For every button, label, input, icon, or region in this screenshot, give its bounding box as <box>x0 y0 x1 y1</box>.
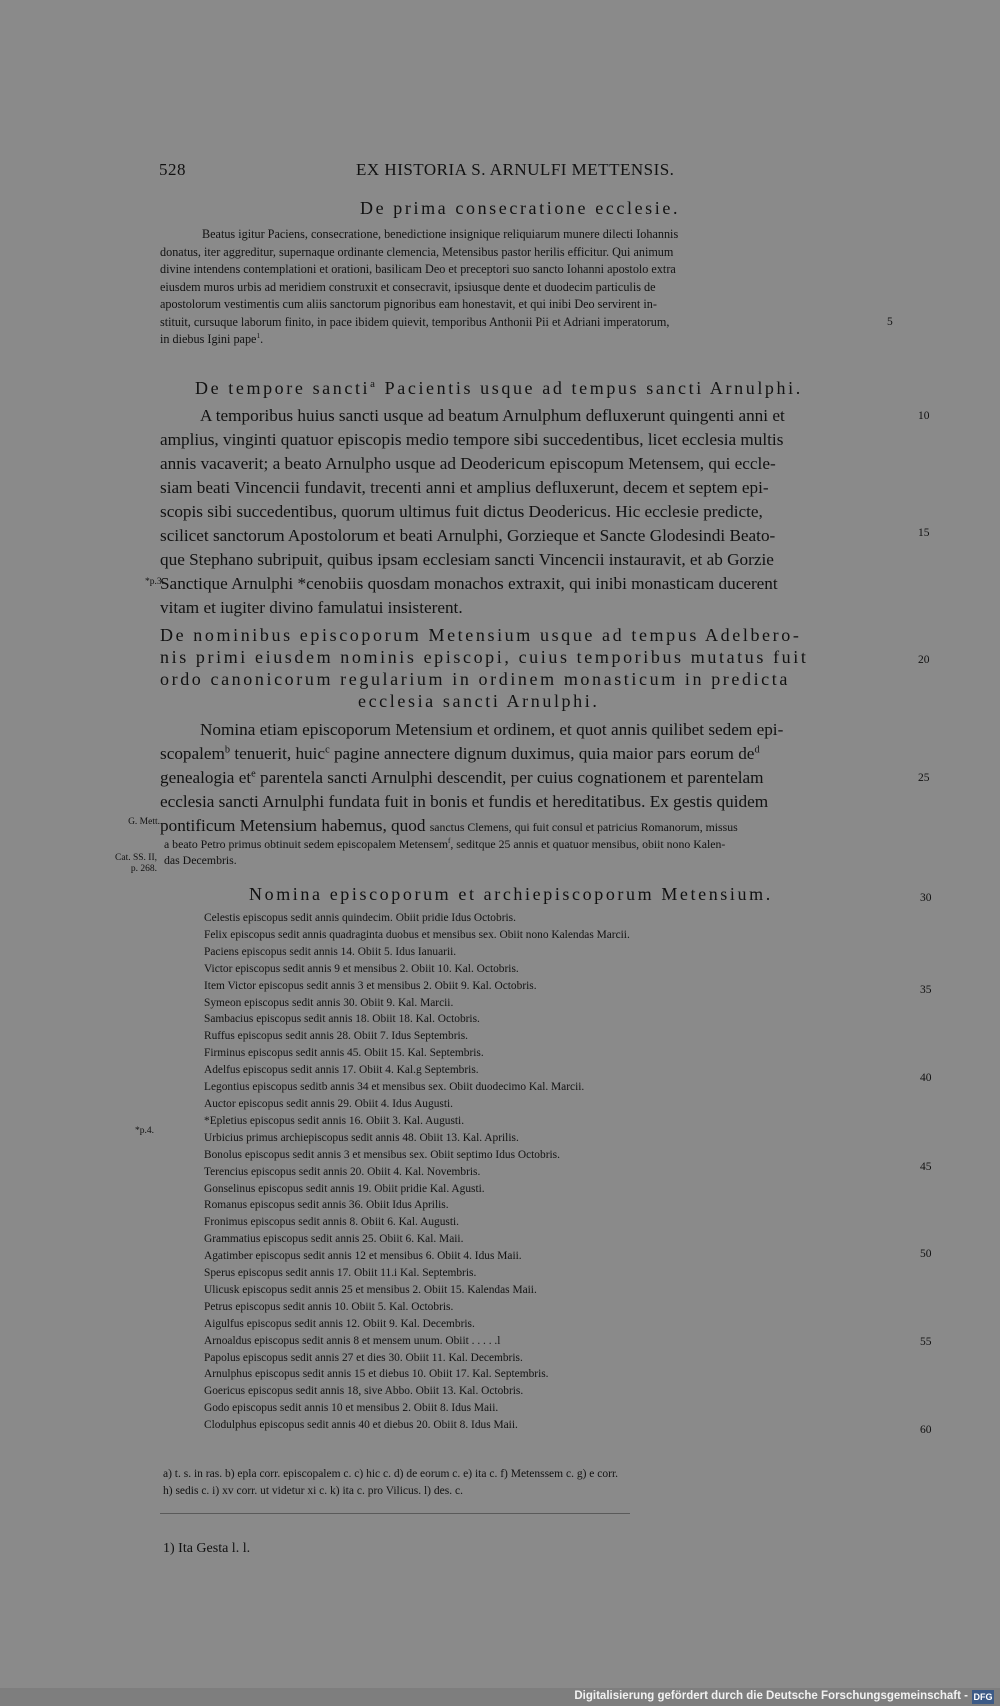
text-line-content: in diebus Igini pape <box>160 332 257 346</box>
list-item: Arnulphus episcopus sedit annis 15 et diebus 10. Obiit 17. Kal. Septembris. <box>204 1368 549 1381</box>
list-item: Legontius episcopus seditb annis 34 et mensibus sex. Obiit duodecimo Kal. Marcii. <box>204 1081 585 1094</box>
list-item: Victor episcopus sedit annis 9 et mensibus 2. Obiit 10. Kal. Octobris. <box>204 962 519 975</box>
list-item: Symeon episcopus sedit annis 30. Obiit 9. Kal. Marcii. <box>204 996 454 1009</box>
text-line: Sanctique Arnulphi *cenobiis quosdam monachos extraxit, qui inibi monasticam ducerent <box>160 574 778 593</box>
line-number: 5 <box>887 316 893 328</box>
text-line: apostolorum vestimentis cum aliis sanctorum pignoribus eam honestavit, et qui inibi Deo servirent in- <box>160 297 657 311</box>
list-item: Petrus episcopus sedit annis 10. Obiit 5. Kal. Octobris. <box>204 1300 454 1313</box>
title-line: nis primi eiusdem nominis episcopi, cuius temporibus mutatus fuit <box>160 647 809 667</box>
text-line <box>160 814 783 838</box>
section-title-nominibus <box>160 624 808 712</box>
list-item: Romanus episcopus sedit annis 36. Obiit Idus Aprilis. <box>204 1199 449 1212</box>
list-item: Terencius episcopus sedit annis 20. Obiit 4. Kal. Novembris. <box>204 1165 481 1178</box>
list-item: Auctor episcopus sedit annis 29. Obiit 4. Idus Augusti. <box>204 1097 453 1110</box>
footnote-mark: f <box>448 837 451 846</box>
list-item: Grammatius episcopus sedit annis 25. Obiit 6. Kal. Maii. <box>204 1233 464 1246</box>
line-number: 40 <box>920 1072 932 1084</box>
list-item: Paciens episcopus sedit annis 14. Obiit 5. Idus Ianuarii. <box>204 945 457 958</box>
section-tempore-text <box>160 404 785 620</box>
title-line: De nominibus episcoporum Metensium usque ad tempus Adelbero- <box>160 625 802 645</box>
list-item: Arnoaldus episcopus sedit annis 8 et mensem unum. Obiit . . . . .l <box>204 1334 501 1347</box>
list-item: Sambacius episcopus sedit annis 18. Obiit 18. Kal. Octobris. <box>204 1013 480 1026</box>
footnote-divider <box>160 1513 630 1514</box>
bishops-list <box>204 910 630 1434</box>
text-part: genealogia et <box>160 768 252 787</box>
list-item: Clodulphus episcopus sedit annis 40 et diebus 20. Obiit 8. Idus Maii. <box>204 1419 518 1432</box>
list-item: Celestis episcopus sedit annis quindecim. Obiit pridie Idus Octobris. <box>204 912 516 924</box>
section-consecration-text <box>160 226 920 349</box>
dfg-logo: DFG <box>973 1692 993 1702</box>
section-title-tempore <box>195 378 803 399</box>
list-item: Urbicius primus archiepiscopus sedit annis 48. Obiit 13. Kal. Aprilis. <box>204 1131 519 1144</box>
list-item: Sperus episcopus sedit annis 17. Obiit 11.i Kal. Septembris. <box>204 1267 477 1280</box>
margin-note-catalogus <box>115 853 157 875</box>
margin-note-gesta: G. Mett. <box>128 817 160 827</box>
margin-note-p3: *p.3. <box>145 577 164 587</box>
text-line: scilicet sanctorum Apostolorum et beati Arnulphi, Gorzieque et Sancte Glodesindi Beato- <box>160 526 776 545</box>
text-line: stituit, cursuque laborum finito, in pace ibidem quievit, temporibus Anthonii Pii et Adriani imperatorum, <box>160 314 670 329</box>
text-part: scopalem <box>160 744 225 763</box>
page-number: 528 <box>159 160 186 179</box>
text-part: tenuerit, huic <box>230 744 326 763</box>
list-item: Aigulfus episcopus sedit annis 12. Obiit 9. Kal. Decembris. <box>204 1317 475 1330</box>
text-line: in diebus Igini pape$^1$. <box>160 330 264 346</box>
line-number: 55 <box>920 1336 932 1348</box>
list-item: Godo episcopus sedit annis 10 et mensibus 2. Obiit 8. Idus Maii. <box>204 1402 499 1415</box>
text-line: annis vacaverit; a beato Arnulpho usque ad Deodericum episcopum Metensem, qui eccle- <box>160 454 776 473</box>
running-title: EX HISTORIA S. ARNULFI METTENSIS. <box>356 160 675 179</box>
title-part: De tempore sancti <box>195 378 371 398</box>
text-part: sanctus Clemens, qui fuit consul et patricius Romanorum, missus <box>429 820 738 834</box>
line-number: 45 <box>920 1161 932 1173</box>
footnote-mark: b <box>224 744 231 756</box>
line-number: 50 <box>920 1248 932 1260</box>
line-number: 30 <box>920 892 932 904</box>
list-item: Item Victor episcopus sedit annis 3 et mensibus 2. Obiit 9. Kal. Octobris. <box>204 979 537 992</box>
list-item: Adelfus episcopus sedit annis 17. Obiit 4. Kal.g Septembris. <box>204 1064 479 1077</box>
text-line: A temporibus huius sancti usque ad beatum Arnulphum defluxerunt quingenti anni et <box>200 406 785 425</box>
list-item: Agatimber episcopus sedit annis 12 et mensibus 6. Obiit 4. Idus Maii. <box>204 1250 522 1263</box>
footnote-mark: d <box>754 744 760 756</box>
title-line: ecclesia sancti Arnulphi. <box>358 691 600 711</box>
text-line: scopis sibi succedentibus, quorum ultimus fuit dictus Deodericus. Hic ecclesie predicte, <box>160 502 763 521</box>
list-item: Bonolus episcopus sedit annis 3 et mensibus sex. Obiit septimo Idus Octobris. <box>204 1148 560 1161</box>
text-line: das Decembris. <box>164 853 237 867</box>
section-title-consecration: De prima consecratione ecclesie. <box>360 198 681 218</box>
text-line: Nomina etiam episcoporum Metensium et ordinem, et quot annis quilibet sedem epi- <box>200 720 784 739</box>
section-nominibus-text <box>160 718 783 838</box>
section-title-nomina-episcoporum: Nomina episcoporum et archiepiscoporum Metensium. <box>249 884 773 904</box>
line-number: 10 <box>918 410 930 422</box>
text-line: divine intendens contemplationi et orationi, basilicam Deo et preceptori suo sancto Iohanni apostolo extra <box>160 262 676 276</box>
text-line: vitam et iugiter divino famulatui insisterent. <box>160 598 463 617</box>
text-line: que Stephano subripuit, quibus ipsam ecclesiam sancti Vincencii instauravit, et ab Gorzie <box>160 550 774 569</box>
text-line: donatus, iter aggreditur, supernaque ordinante clemencia, Metensibus pastor herilis efficitur. Qui animum <box>160 244 674 259</box>
text-part: pagine annectere dignum duximus, quia maior pars eorum de <box>329 744 755 763</box>
list-item: *Epletius episcopus sedit annis 16. Obiit 3. Kal. Augusti. <box>204 1114 465 1127</box>
footnote-mark: 1 <box>256 330 261 340</box>
text-line <box>160 766 783 790</box>
critical-apparatus <box>163 1466 618 1500</box>
margin-note-p4: *p.4. <box>135 1126 154 1136</box>
text-line: amplius, vinginti quatuor episcopis medio tempore sibi succedentibus, licet ecclesia multis <box>160 430 784 449</box>
text-part: , seditque 25 annis et quatuor mensibus, obiit nono Kalen- <box>450 837 726 851</box>
line-number: 35 <box>920 984 932 996</box>
title-part: Pacientis usque ad tempus sancti Arnulphi. <box>377 378 803 398</box>
text-line <box>160 742 783 766</box>
text-part: parentela sancti Arnulphi descendit, per cuius cognationem et parentelam <box>255 768 764 787</box>
list-item: Papolus episcopus sedit annis 27 et dies 30. Obiit 11. Kal. Decembris. <box>204 1351 523 1364</box>
line-number: 25 <box>918 772 930 784</box>
list-item: Goericus episcopus sedit annis 18, sive Abbo. Obiit 13. Kal. Octobris. <box>204 1385 524 1398</box>
footnote-mark: c <box>325 744 330 756</box>
margin-note-line: p. 268. <box>130 864 157 874</box>
footnote-mark: e <box>251 768 256 780</box>
list-item: Ruffus episcopus sedit annis 28. Obiit 7. Idus Septembris. <box>204 1030 468 1043</box>
footnote-line: h) sedis c. i) xv corr. ut videtur xi c. k) ita c. pro Vilicus. l) des. c. <box>163 1485 463 1497</box>
footnote-mark: a <box>370 378 378 390</box>
text-line <box>164 836 725 852</box>
text-line: siam beati Vincencii fundavit, trecenti anni et amplius defluxerunt, decem et septem epi- <box>160 478 769 497</box>
source-footnote: 1) Ita Gesta l. l. <box>163 1541 251 1556</box>
funding-notice: Digitalisierung gefördert durch die Deutsche Forschungsgemeinschaft - <box>574 1690 968 1702</box>
text-line: ecclesia sancti Arnulphi fundata fuit in bonis et fundis et hereditatibus. Ex gestis quidem <box>160 792 769 811</box>
list-item: Felix episcopus sedit annis quadraginta duobus et mensibus sex. Obiit nono Kalendas Marcii. <box>204 928 630 941</box>
margin-note-line: Cat. SS. II, <box>115 853 157 863</box>
list-item: Fronimus episcopus sedit annis 8. Obiit 6. Kal. Augusti. <box>204 1216 460 1229</box>
list-item: Gonselinus episcopus sedit annis 19. Obiit pridie Kal. Agusti. <box>204 1182 485 1195</box>
footnote-line: a) t. s. in ras. b) epla corr. episcopalem c. c) hic c. d) de eorum c. e) ita c. f) Metenssem c. g) e corr. <box>163 1468 619 1480</box>
list-item: Ulicusk episcopus sedit annis 25 et mensibus 2. Obiit 15. Kalendas Maii. <box>204 1283 537 1296</box>
digitization-footer <box>0 1688 1000 1706</box>
text-part: a beato Petro primus obtinuit sedem episcopalem Metensem <box>164 837 449 851</box>
text-part: pontificum Metensium habemus, quod <box>160 816 430 835</box>
title-line: ordo canonicorum regularium in ordinem monasticum in predicta <box>160 669 790 689</box>
text-line: eiusdem muros urbis ad meridiem construxit et consecravit, ipsiusque dente et duodecim particulis de <box>160 279 656 294</box>
list-item: Firminus episcopus sedit annis 45. Obiit 15. Kal. Septembris. <box>204 1047 484 1060</box>
line-number: 20 <box>918 654 930 666</box>
line-number: 60 <box>920 1424 932 1436</box>
text-line: Beatus igitur Paciens, consecratione, benedictione insignique reliquiarum munere dilecti Iohannis <box>202 227 679 241</box>
section-nominibus-small-text <box>164 836 725 868</box>
line-number: 15 <box>918 527 930 539</box>
